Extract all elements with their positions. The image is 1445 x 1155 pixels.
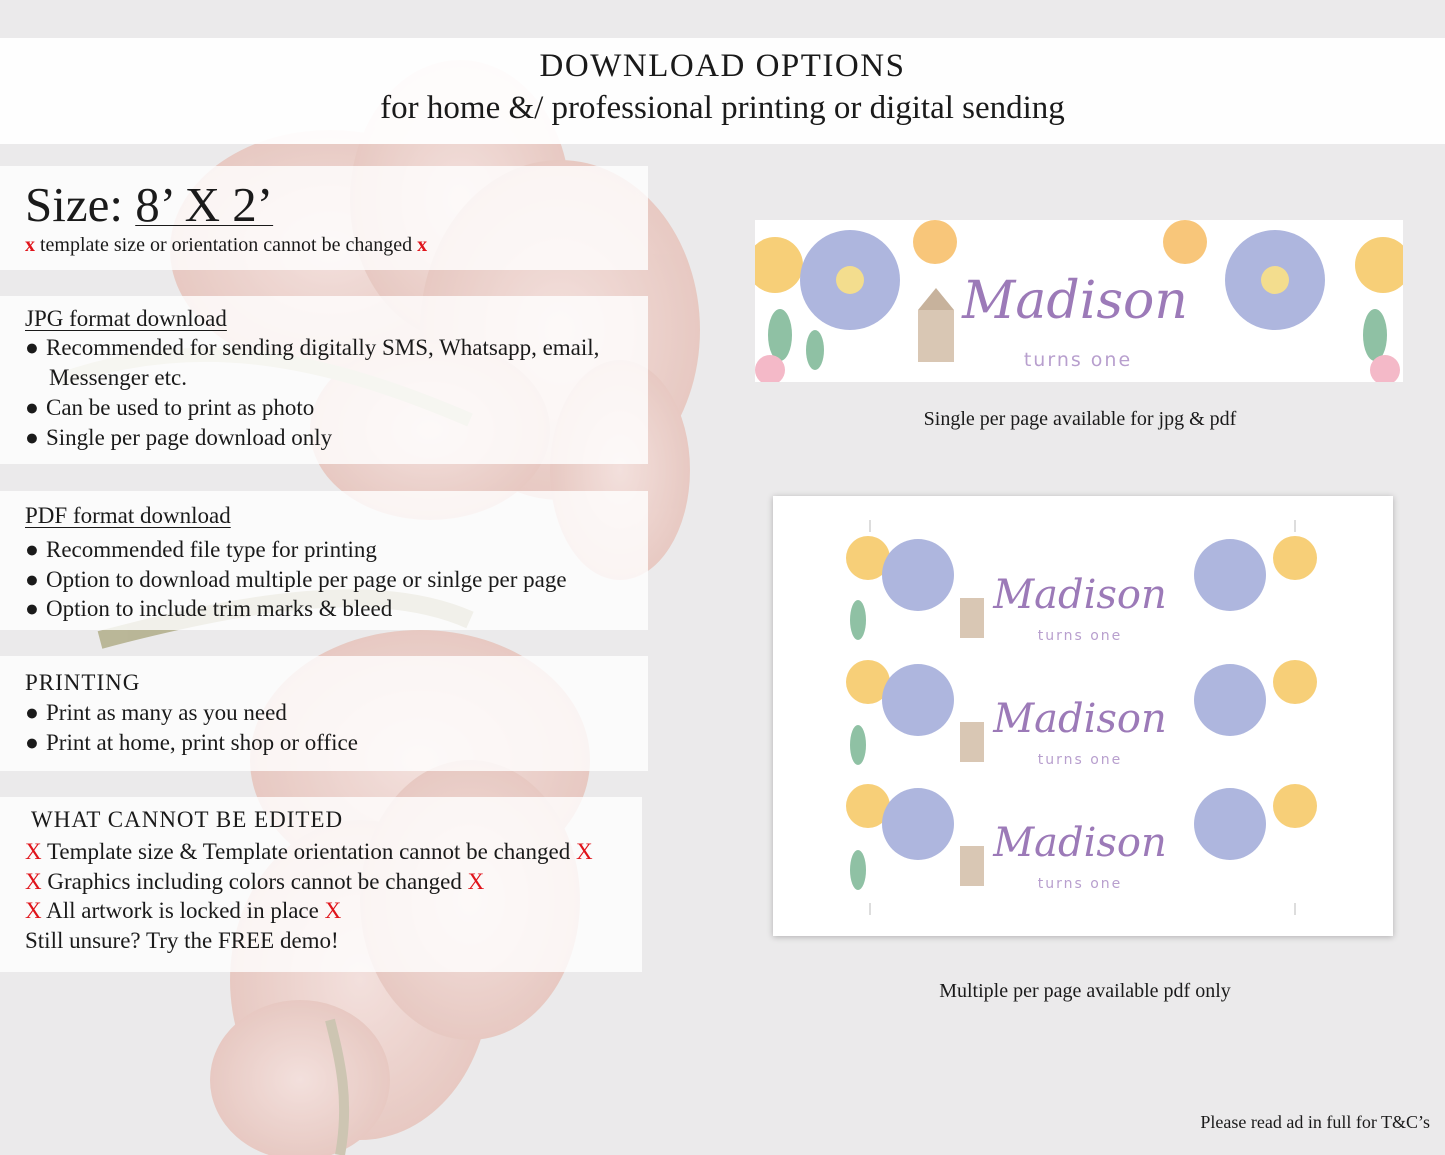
x-mark-icon: x — [417, 234, 428, 256]
pdf-panel — [0, 491, 648, 630]
page-subtitle: for home &/ professional printing or digital sending — [380, 90, 1065, 126]
banner-copy-1 — [840, 532, 1320, 654]
size-value: 8’ X 2’ — [135, 177, 274, 232]
bullet-icon: ● — [25, 335, 39, 360]
list-item: ● Option to include trim marks & bleed — [25, 596, 393, 621]
banner-subtitle: turns one — [1037, 876, 1123, 892]
header-banner — [0, 38, 1445, 144]
pdf-heading: PDF format download — [25, 503, 231, 528]
banner-subtitle: turns one — [1023, 349, 1133, 371]
footer-note: Please read ad in full for T&C’s — [1200, 1112, 1430, 1132]
banner-name: Madison — [993, 696, 1167, 742]
list-item: ● Option to download multiple per page or sinlge per page — [25, 567, 567, 592]
list-item: Messenger etc. — [49, 365, 187, 390]
printing-panel — [0, 656, 648, 771]
page-title: DOWNLOAD OPTIONS — [539, 48, 906, 84]
banner-copy-3 — [840, 780, 1320, 902]
list-item: ● Print as many as you need — [25, 700, 287, 725]
size-panel — [0, 166, 648, 270]
size-note: template size or orientation cannot be changed — [40, 234, 413, 256]
cannot-edit-heading: WHAT CANNOT BE EDITED — [31, 807, 344, 832]
banner-name: Madison — [993, 572, 1167, 618]
bullet-icon: ● — [25, 596, 39, 621]
banner-name: Madison — [962, 271, 1188, 331]
single-banner-preview — [755, 220, 1403, 382]
list-item: X Template size & Template orientation cannot be changed X — [25, 839, 593, 864]
x-mark-icon: X — [324, 898, 342, 923]
demo-note: Still unsure? Try the FREE demo! — [25, 928, 339, 953]
multiple-caption: Multiple per page available pdf only — [939, 980, 1231, 1002]
x-mark-icon: X — [25, 869, 42, 894]
list-item: ● Can be used to print as photo — [25, 395, 315, 420]
jpg-heading: JPG format download — [25, 306, 227, 331]
printing-heading: PRINTING — [25, 670, 141, 695]
banner-copy-2 — [840, 656, 1320, 778]
bullet-icon: ● — [25, 700, 39, 725]
list-item: X Graphics including colors cannot be changed X — [25, 869, 485, 894]
list-item: ● Recommended for sending digitally SMS, Whatsapp, email, — [25, 335, 600, 360]
banner-subtitle: turns one — [1037, 752, 1123, 768]
x-mark-icon: X — [25, 898, 42, 923]
size-label: Size: — [25, 177, 123, 232]
x-mark-icon: X — [467, 869, 485, 894]
x-mark-icon: x — [25, 234, 35, 256]
banner-name: Madison — [993, 820, 1167, 866]
list-item: ● Print at home, print shop or office — [25, 730, 358, 755]
bullet-icon: ● — [25, 395, 39, 420]
jpg-panel — [0, 296, 648, 464]
bullet-icon: ● — [25, 425, 39, 450]
banner-subtitle: turns one — [1037, 628, 1123, 644]
list-item: X All artwork is locked in place X — [25, 898, 342, 923]
single-caption: Single per page available for jpg & pdf — [923, 408, 1237, 430]
bullet-icon: ● — [25, 537, 39, 562]
bullet-icon: ● — [25, 567, 39, 592]
multiple-banners — [840, 520, 1320, 915]
list-item: ● Recommended file type for printing — [25, 537, 377, 562]
x-mark-icon: X — [25, 839, 42, 864]
x-mark-icon: X — [575, 839, 593, 864]
cannot-edit-panel — [0, 797, 642, 972]
list-item: ● Single per page download only — [25, 425, 333, 450]
bullet-icon: ● — [25, 730, 39, 755]
